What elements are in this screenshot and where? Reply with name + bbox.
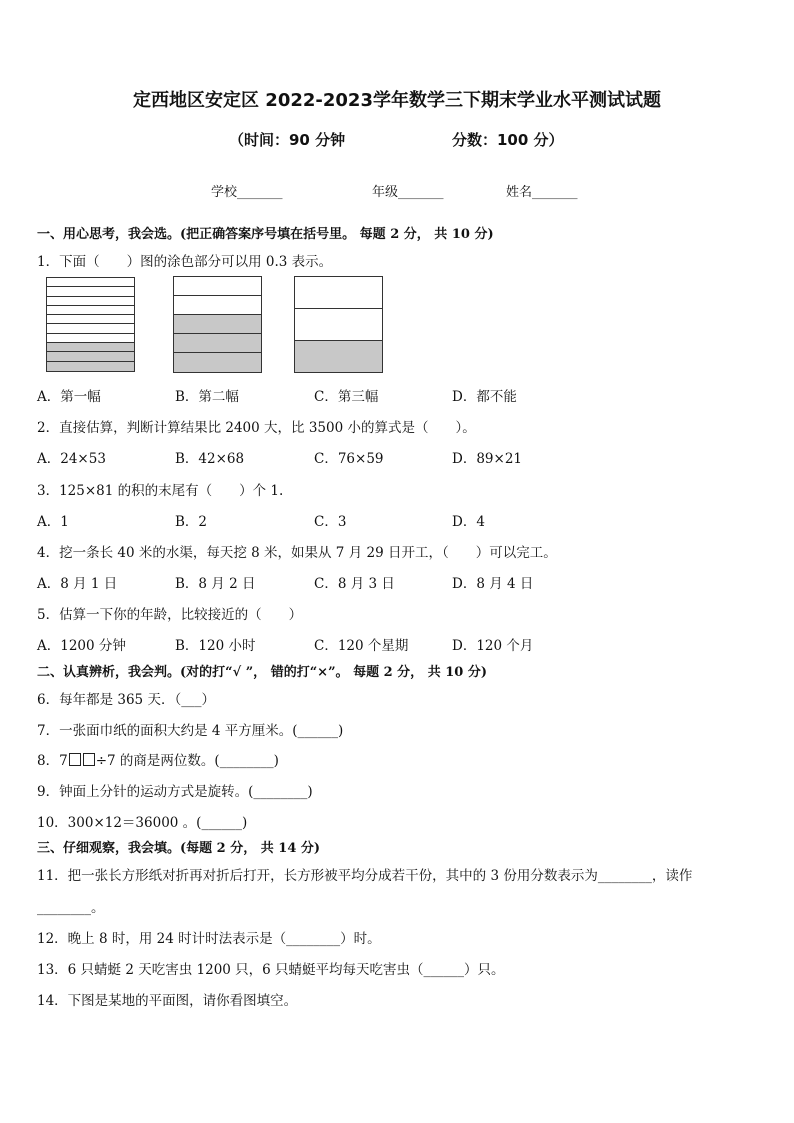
q2-option-d[interactable]: D．89×21 <box>452 451 522 467</box>
section-2-heading: 二、认真辨析，我会判。(对的打“√ ”， 错的打“×”。 每题 2 分， 共 10 分) <box>37 665 487 680</box>
question-11: 11．把一张长方形纸对折再对折后打开，长方形被平均分成若干份，其中的 3 份用分数表示为________，读作 <box>37 868 693 884</box>
q5-option-a[interactable]: A．1200 分钟 <box>37 638 126 654</box>
q3-option-a[interactable]: A．1 <box>37 514 69 530</box>
question-14: 14．下图是某地的平面图，请你看图填空。 <box>37 993 298 1009</box>
section-1-heading: 一、用心思考，我会选。(把正确答案序号填在括号里。 每题 2 分， 共 10 分) <box>37 227 494 242</box>
q3-option-c[interactable]: C．3 <box>314 514 347 530</box>
blank-digit-box <box>69 753 81 766</box>
figure-1-shaded-part <box>47 352 134 361</box>
q1-option-b[interactable]: B．第二幅 <box>175 389 239 405</box>
q1-option-d[interactable]: D．都不能 <box>452 389 517 405</box>
figure-3-rectangle <box>294 276 383 373</box>
exam-score: 分数：100 分） <box>452 131 564 149</box>
q3-option-d[interactable]: D．4 <box>452 514 485 530</box>
question-5: 5．估算一下你的年龄，比较接近的（ ） <box>37 607 303 623</box>
q5-option-d[interactable]: D．120 个月 <box>452 638 534 654</box>
question-9: 9．钟面上分针的运动方式是旋转。(________) <box>37 784 313 800</box>
q5-option-c[interactable]: C．120 个星期 <box>314 638 409 654</box>
page-title: 定西地区安定区 2022-2023学年数学三下期末学业水平测试试题 <box>133 90 661 111</box>
q2-option-c[interactable]: C．76×59 <box>314 451 384 467</box>
question-10: 10．300×12＝36000 。(______) <box>37 815 248 831</box>
figure-2-rectangle <box>173 276 262 373</box>
question-11-continued: ________。 <box>37 900 105 916</box>
q2-option-b[interactable]: B．42×68 <box>175 451 245 467</box>
figure-1-rectangle <box>46 277 135 372</box>
figure-1-shaded-part <box>47 343 134 352</box>
q1-option-c[interactable]: C．第三幅 <box>314 389 379 405</box>
name-field[interactable]: 姓名_______ <box>506 185 578 200</box>
blank-digit-box <box>83 753 95 766</box>
q8-suffix: ÷7 的商是两位数。(________) <box>95 753 279 769</box>
question-13: 13．6 只蜻蜓 2 天吃害虫 1200 只，6 只蜻蜓平均每天吃害虫（______）只。 <box>37 962 505 978</box>
figure-2-shaded-part <box>174 334 261 353</box>
q4-option-d[interactable]: D．8 月 4 日 <box>452 576 534 592</box>
question-12: 12．晚上 8 时，用 24 时计时法表示是（________）时。 <box>37 931 381 947</box>
school-field[interactable]: 学校_______ <box>211 185 283 200</box>
figure-3-shaded-part <box>295 341 382 372</box>
q3-option-b[interactable]: B．2 <box>175 514 208 530</box>
section-3-heading: 三、仔细观察，我会填。(每题 2 分， 共 14 分) <box>37 841 321 856</box>
question-4: 4．挖一条长 40 米的水渠，每天挖 8 米，如果从 7 月 29 日开工，（ ）可以完工。 <box>37 545 557 561</box>
figure-2-shaded-part <box>174 353 261 372</box>
question-7: 7．一张面巾纸的面积大约是 4 平方厘米。(______) <box>37 723 344 739</box>
figure-1-shaded-part <box>47 362 134 371</box>
q1-option-a[interactable]: A．第一幅 <box>37 389 101 405</box>
exam-time: （时间：90 分钟 <box>229 131 346 149</box>
question-3: 3．125×81 的积的末尾有（ ）个 1. <box>37 483 284 499</box>
question-6: 6．每年都是 365 天．（___） <box>37 692 215 708</box>
question-8 <box>37 749 279 769</box>
q4-option-c[interactable]: C．8 月 3 日 <box>314 576 395 592</box>
grade-field[interactable]: 年级_______ <box>372 185 444 200</box>
q4-option-b[interactable]: B．8 月 2 日 <box>175 576 256 592</box>
q8-prefix: 8．7 <box>37 753 68 769</box>
question-1: 1．下面（ ）图的涂色部分可以用 0.3 表示。 <box>37 254 333 270</box>
q2-option-a[interactable]: A．24×53 <box>37 451 106 467</box>
q4-option-a[interactable]: A．8 月 1 日 <box>37 576 118 592</box>
question-2: 2．直接估算，判断计算结果比 2400 大，比 3500 小的算式是（ ）。 <box>37 420 476 436</box>
figure-2-shaded-part <box>174 315 261 334</box>
q5-option-b[interactable]: B．120 小时 <box>175 638 256 654</box>
